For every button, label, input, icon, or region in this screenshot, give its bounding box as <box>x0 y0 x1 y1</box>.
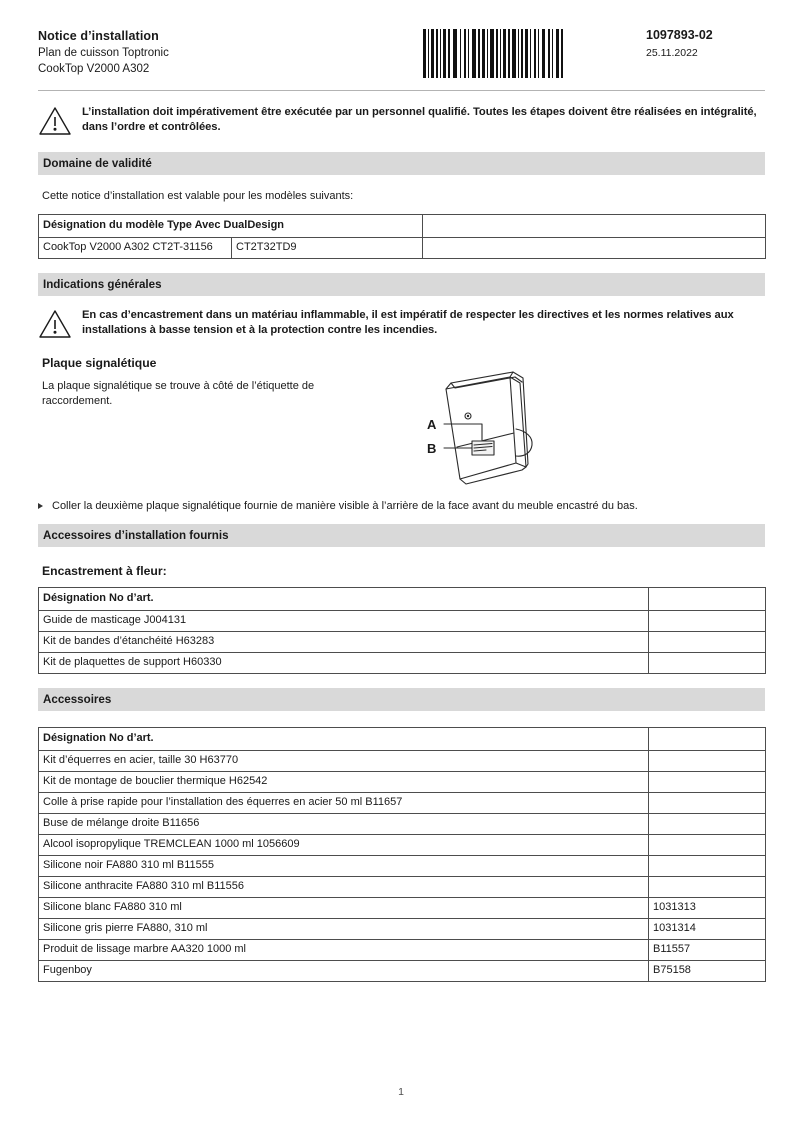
nameplate-text: La plaque signalétique se trouve à côté de l’étiquette de raccordement. <box>42 380 315 407</box>
accessories-cell-number <box>649 856 766 877</box>
accessories-cell-number <box>649 877 766 898</box>
table-row <box>39 856 766 877</box>
table-row <box>39 793 766 814</box>
nameplate-heading: Plaque signalétique <box>42 356 157 370</box>
document-subtitle-model: CookTop V2000 A302 <box>38 63 150 75</box>
section-band-accessories: Accessoires <box>38 688 765 711</box>
section-band-validity: Domaine de validité <box>38 152 765 175</box>
accessories-cell-designation: Silicone noir FA880 310 ml B11555 <box>39 856 649 877</box>
validity-col-header-designation: Désignation du modèle Type Avec DualDesign <box>39 215 423 238</box>
table-row <box>39 772 766 793</box>
nameplate-section <box>38 379 765 487</box>
bullet-triangle-icon <box>38 499 52 509</box>
table-row <box>39 835 766 856</box>
section-band-supplied-accessories: Accessoires d’installation fournis <box>38 524 765 547</box>
accessories-col-header-number <box>649 728 766 751</box>
callout-label-a: A <box>427 417 437 432</box>
accessories-cell-number: B11557 <box>649 940 766 961</box>
table-header-row <box>39 215 766 238</box>
table-row <box>39 814 766 835</box>
nameplate-bullet-text: Coller la deuxième plaque signalétique fournie de manière visible à l’arrière de la face avant du meuble encastré du bas. <box>52 500 638 512</box>
cooktop-rear-view-diagram <box>418 371 548 486</box>
page-title: Notice d’installation <box>38 29 159 43</box>
validity-cell-type: CT2T32TD9 <box>232 238 423 259</box>
accessories-cell-designation: Silicone blanc FA880 310 ml <box>39 898 649 919</box>
validity-intro-text: Cette notice d’installation est valable pour les modèles suivants: <box>42 190 354 202</box>
accessories-cell-designation: Colle à prise rapide pour l’installation des équerres en acier 50 ml B11657 <box>39 793 649 814</box>
table-header-row <box>39 728 766 751</box>
accessories-cell-designation: Kit d’équerres en acier, taille 30 H63770 <box>39 751 649 772</box>
validity-cell-empty <box>423 238 766 259</box>
accessories-cell-number <box>649 751 766 772</box>
accessories-cell-number: B75158 <box>649 961 766 982</box>
warning-block-installation <box>38 105 765 136</box>
table-row <box>39 898 766 919</box>
accessories-cell-number <box>649 814 766 835</box>
callout-label-b: B <box>427 441 437 456</box>
supplied-col-header-designation: Désignation No d’art. <box>39 588 649 611</box>
supplied-cell-number <box>649 611 766 632</box>
document-number: 1097893-02 <box>646 28 713 42</box>
supplied-cell-designation: Kit de bandes d’étanchéité H63283 <box>39 632 649 653</box>
validity-cell-model: CookTop V2000 A302 CT2T-31156 <box>39 238 232 259</box>
table-row <box>39 653 766 674</box>
supplied-cell-designation: Guide de masticage J004131 <box>39 611 649 632</box>
header-divider <box>38 90 765 91</box>
nameplate-bullet-item <box>38 499 765 514</box>
table-row <box>39 961 766 982</box>
document-subtitle-product: Plan de cuisson Toptronic <box>38 47 169 59</box>
accessories-col-header-designation: Désignation No d’art. <box>39 728 649 751</box>
accessories-cell-designation: Kit de montage de bouclier thermique H62542 <box>39 772 649 793</box>
table-row <box>39 940 766 961</box>
page-content <box>38 28 765 982</box>
table-row <box>39 611 766 632</box>
supplied-subheading: Encastrement à fleur: <box>42 564 167 578</box>
supplied-accessories-table <box>38 587 766 674</box>
accessories-cell-designation: Buse de mélange droite B11656 <box>39 814 649 835</box>
supplied-col-header-number <box>649 588 766 611</box>
table-row <box>39 632 766 653</box>
accessories-cell-designation: Produit de lissage marbre AA320 1000 ml <box>39 940 649 961</box>
accessories-cell-designation: Silicone anthracite FA880 310 ml B11556 <box>39 877 649 898</box>
document-header <box>38 28 765 90</box>
accessories-table <box>38 727 766 982</box>
section-band-general: Indications générales <box>38 273 765 296</box>
table-header-row <box>39 588 766 611</box>
barcode-icon <box>421 29 566 78</box>
table-row <box>39 238 766 259</box>
validity-col-header-empty <box>423 215 766 238</box>
document-date: 25.11.2022 <box>646 47 698 59</box>
warning-triangle-icon <box>38 105 72 136</box>
warning-triangle-icon <box>38 308 72 339</box>
validity-table <box>38 214 766 259</box>
table-row <box>39 751 766 772</box>
accessories-cell-designation: Alcool isopropylique TREMCLEAN 1000 ml 1056609 <box>39 835 649 856</box>
accessories-cell-number <box>649 772 766 793</box>
accessories-cell-number: 1031313 <box>649 898 766 919</box>
accessories-cell-designation: Silicone gris pierre FA880, 310 ml <box>39 919 649 940</box>
supplied-cell-number <box>649 632 766 653</box>
supplied-cell-designation: Kit de plaquettes de support H60330 <box>39 653 649 674</box>
warning-block-general <box>38 308 765 339</box>
accessories-cell-number <box>649 793 766 814</box>
accessories-cell-number <box>649 835 766 856</box>
table-row <box>39 877 766 898</box>
table-row <box>39 919 766 940</box>
supplied-cell-number <box>649 653 766 674</box>
warning-text-installation: L’installation doit impérativement être exécutée par un personnel qualifié. Toutes les étapes doivent être réalisées en intégralité, dans l’ordre et contrôlées. <box>82 106 757 133</box>
accessories-cell-number: 1031314 <box>649 919 766 940</box>
page-number: 1 <box>398 1086 404 1098</box>
accessories-cell-designation: Fugenboy <box>39 961 649 982</box>
warning-text-general: En cas d’encastrement dans un matériau inflammable, il est impératif de respecter les directives et les normes relatives aux installations à basse tension et à la protection contre les incendies. <box>82 309 734 336</box>
